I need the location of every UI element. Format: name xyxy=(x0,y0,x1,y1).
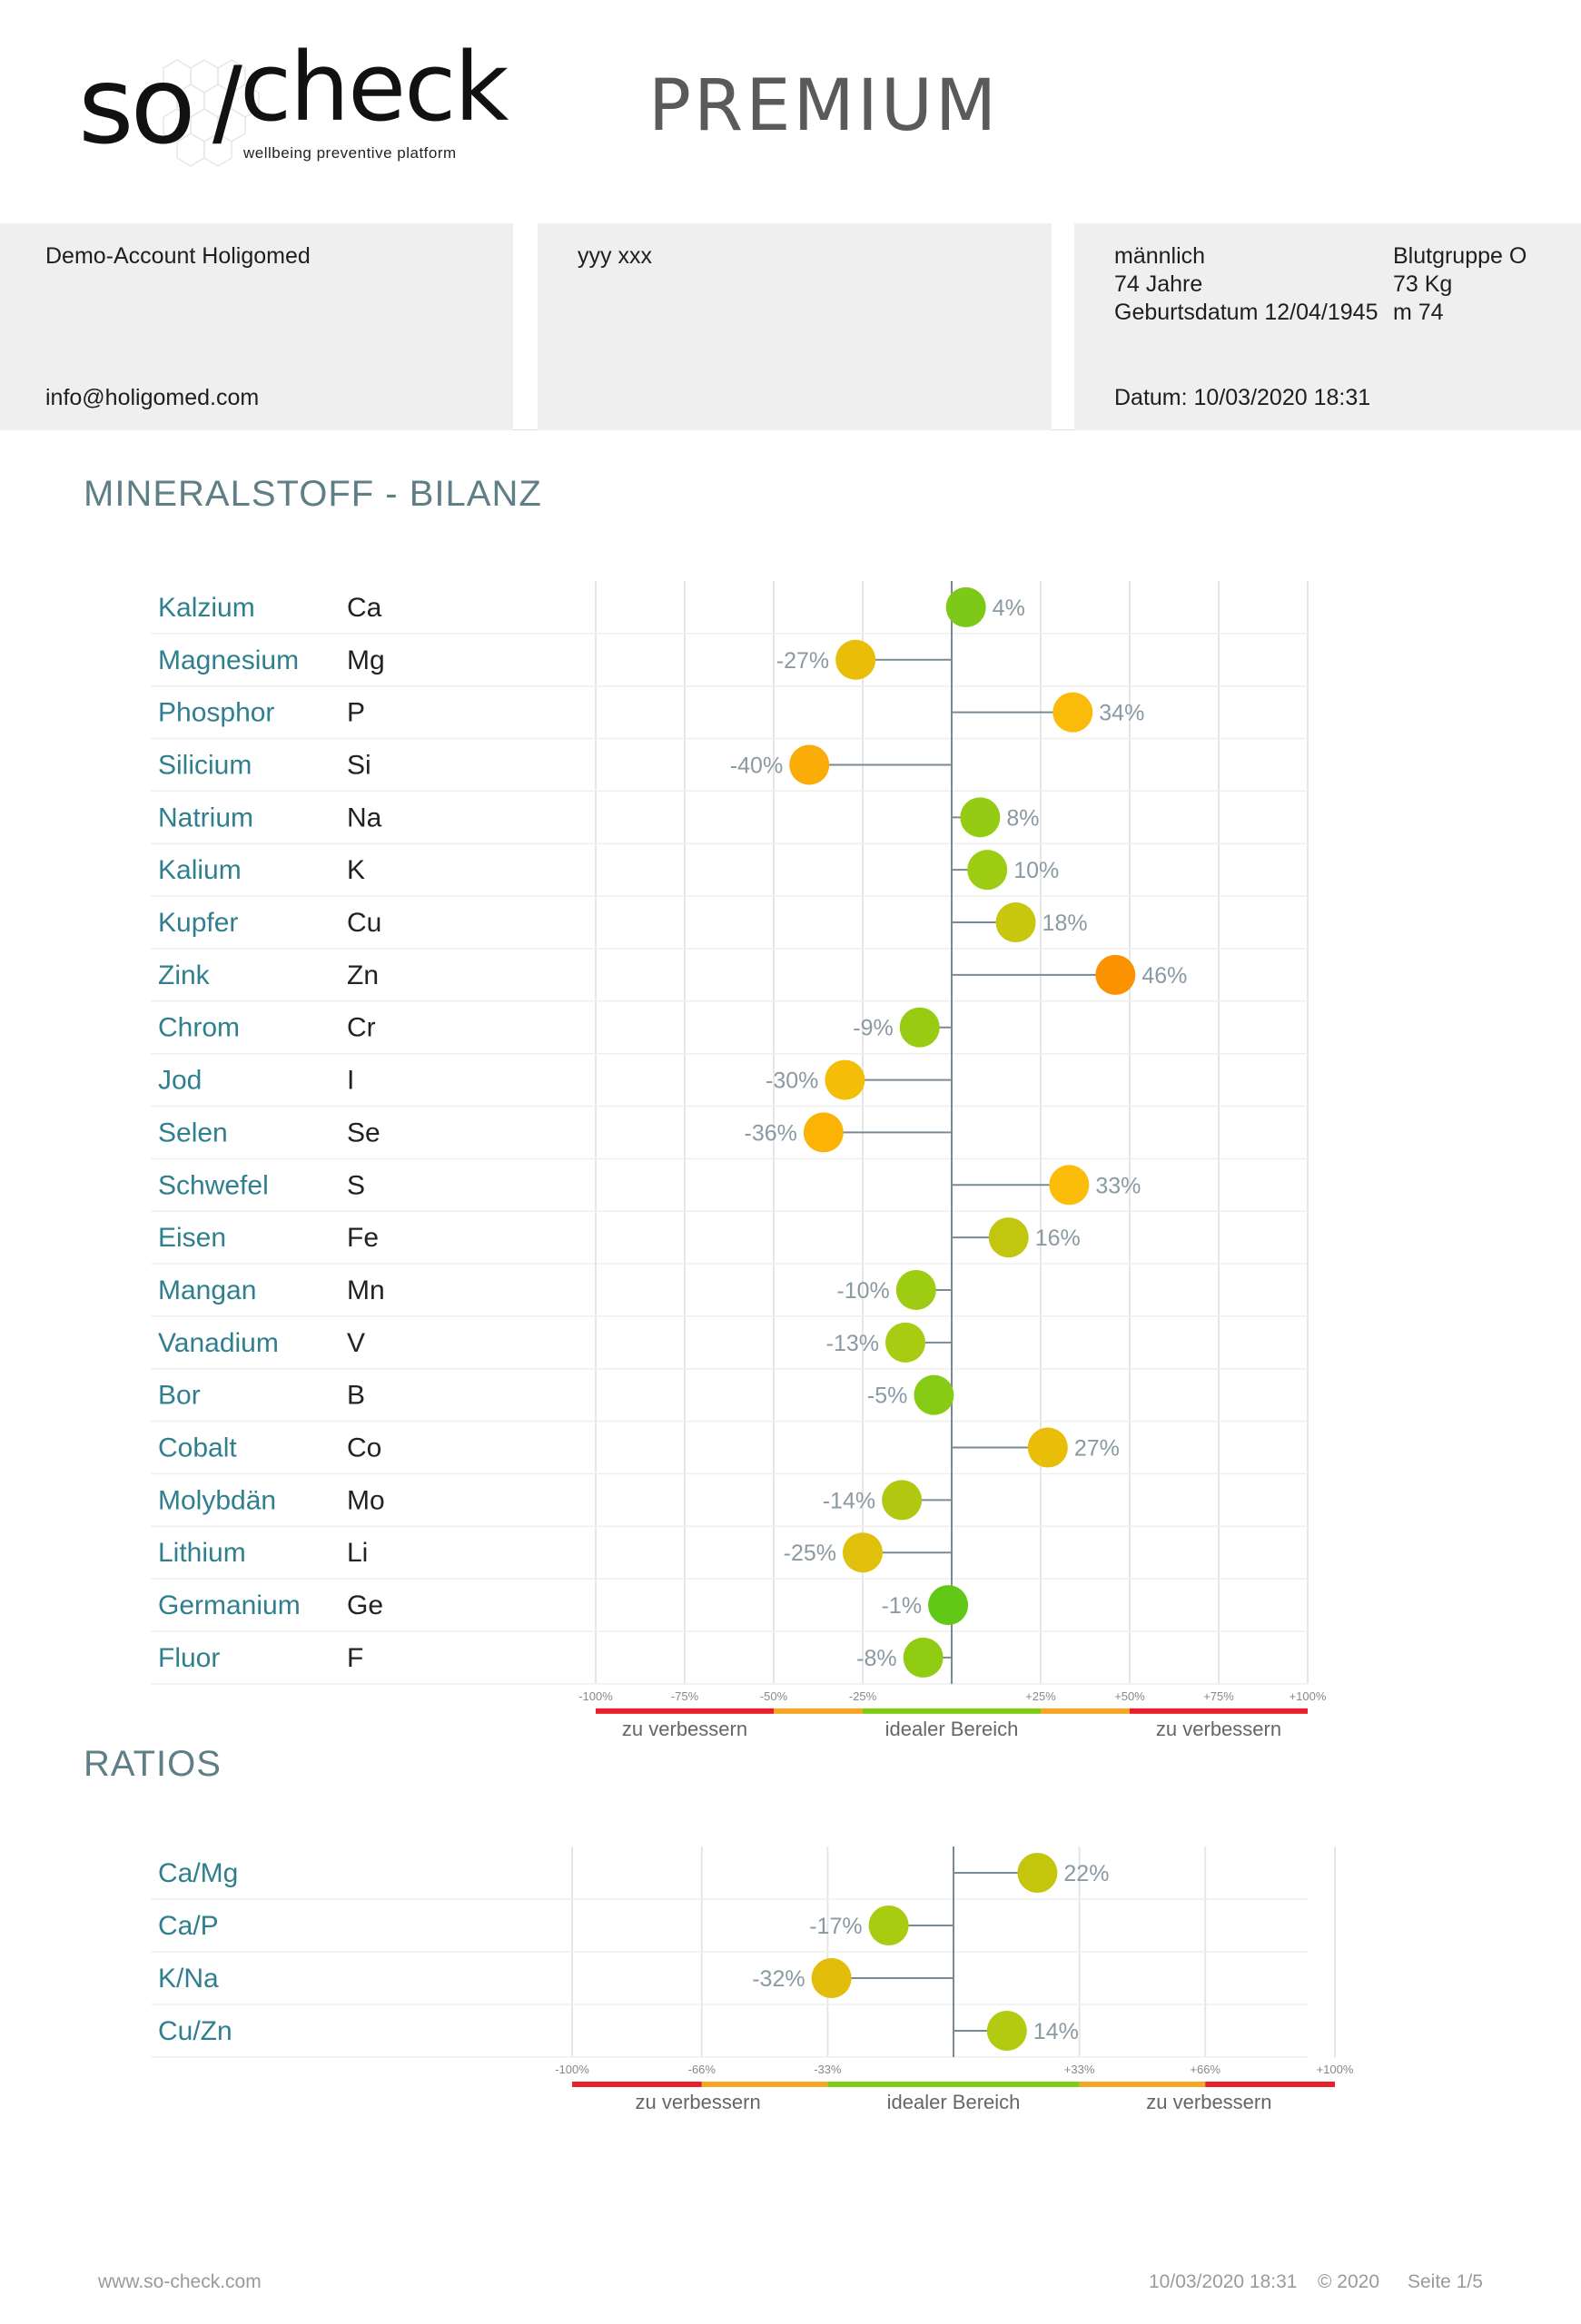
birthdate: Geburtsdatum 12/04/1945 xyxy=(1114,300,1378,325)
row-name: Zink xyxy=(158,960,210,990)
value-label: -10% xyxy=(836,1277,890,1304)
value-dot xyxy=(896,1270,936,1310)
account-name: Demo-Account Holigomed xyxy=(45,243,311,269)
zone-label: idealer Bereich xyxy=(886,2091,1021,2113)
footer-page: Seite 1/5 xyxy=(1408,2271,1483,2292)
row-symbol: Mo xyxy=(347,1485,385,1516)
value-label: 46% xyxy=(1141,962,1188,989)
value-label: -1% xyxy=(881,1593,923,1620)
row-symbol: Mg xyxy=(347,645,385,675)
row-symbol: Li xyxy=(347,1538,369,1569)
tick-label: -25% xyxy=(848,1689,877,1703)
range-bar-segment xyxy=(702,2082,828,2087)
value-label: 4% xyxy=(992,595,1025,621)
row-name: Kalzium xyxy=(158,592,255,623)
row-symbol: K xyxy=(347,855,366,886)
row-name: K/Na xyxy=(158,1964,219,1994)
patient-box xyxy=(538,223,1052,430)
value-label: -32% xyxy=(752,1966,805,1992)
logo-tagline: wellbeing preventive platform xyxy=(243,144,457,162)
range-bar-segment xyxy=(774,1709,863,1714)
value-dot xyxy=(914,1375,954,1415)
value-label: -30% xyxy=(766,1068,819,1094)
value-dot xyxy=(789,744,829,784)
row-symbol: Mn xyxy=(347,1275,385,1305)
tick-label: +66% xyxy=(1190,2063,1221,2076)
range-bar-segment xyxy=(1080,2082,1206,2087)
value-dot xyxy=(996,902,1036,942)
row-symbol: Na xyxy=(347,803,382,833)
value-dot xyxy=(1049,1165,1089,1205)
value-label: -40% xyxy=(729,753,784,779)
report-date: Datum: 10/03/2020 18:31 xyxy=(1114,385,1371,410)
value-dot xyxy=(843,1532,883,1572)
minerals-section-title: MINERALSTOFF - BILANZ xyxy=(84,474,542,514)
tick-label: -100% xyxy=(555,2063,589,2076)
value-label: -5% xyxy=(866,1383,908,1409)
footer-copyright: © 2020 xyxy=(1318,2271,1380,2292)
value-dot xyxy=(812,1958,852,1998)
row-name: Cu/Zn xyxy=(158,2016,232,2046)
footer-url[interactable]: www.so-check.com xyxy=(98,2271,262,2292)
row-symbol: Co xyxy=(347,1433,382,1463)
bloodgroup: Blutgruppe O xyxy=(1393,243,1527,269)
ratios-chart xyxy=(0,1825,1581,2113)
value-label: 14% xyxy=(1033,2019,1079,2044)
range-bar-segment xyxy=(1041,1709,1130,1714)
tick-label: -75% xyxy=(670,1689,699,1703)
patient-name: yyy xxx xyxy=(578,243,652,269)
value-dot xyxy=(825,1060,865,1100)
tick-label: -100% xyxy=(578,1689,613,1703)
age: 74 Jahre xyxy=(1114,271,1203,297)
footer-timestamp: 10/03/2020 18:31 xyxy=(1149,2271,1298,2292)
value-label: -25% xyxy=(783,1541,836,1567)
row-name: Ca/P xyxy=(158,1911,219,1941)
value-label: 33% xyxy=(1095,1173,1141,1199)
value-label: -14% xyxy=(822,1488,876,1514)
row-name: Phosphor xyxy=(158,697,275,728)
tick-label: -33% xyxy=(814,2063,842,2076)
value-label: 10% xyxy=(1013,858,1060,884)
patient-info-bar xyxy=(0,223,1581,430)
value-dot xyxy=(882,1480,922,1520)
value-dot xyxy=(946,587,986,627)
value-dot xyxy=(967,850,1007,890)
row-name: Vanadium xyxy=(158,1327,279,1358)
tick-label: +33% xyxy=(1063,2063,1095,2076)
row-name: Cobalt xyxy=(158,1433,237,1463)
row-name: Ca/Mg xyxy=(158,1858,239,1888)
person-box xyxy=(1074,223,1581,430)
value-dot xyxy=(1052,693,1092,733)
row-name: Kupfer xyxy=(158,908,239,939)
value-label: 27% xyxy=(1073,1435,1120,1462)
range-bar-segment xyxy=(863,1709,1041,1714)
value-dot xyxy=(835,640,875,680)
row-symbol: I xyxy=(347,1065,355,1096)
ratios-section-title: RATIOS xyxy=(84,1744,222,1784)
row-name: Jod xyxy=(158,1065,203,1096)
row-name: Magnesium xyxy=(158,645,300,675)
tick-label: +50% xyxy=(1114,1689,1145,1703)
value-label: 16% xyxy=(1034,1226,1081,1252)
minerals-chart xyxy=(0,545,1581,1740)
logo-so-text: so xyxy=(78,43,193,168)
row-name: Lithium xyxy=(158,1538,246,1569)
row-symbol: Ge xyxy=(347,1590,384,1621)
row-name: Natrium xyxy=(158,803,254,833)
row-name: Chrom xyxy=(158,1012,241,1043)
row-name: Mangan xyxy=(158,1275,257,1305)
zone-label: zu verbessern xyxy=(1155,1717,1282,1740)
zone-label: zu verbessern xyxy=(635,2091,761,2113)
value-dot xyxy=(1017,1853,1057,1893)
weight: 73 Kg xyxy=(1393,271,1453,297)
value-dot xyxy=(1095,955,1135,995)
value-label: -8% xyxy=(856,1645,897,1671)
value-dot xyxy=(869,1905,909,1945)
row-name: Eisen xyxy=(158,1223,227,1254)
tick-label: -50% xyxy=(759,1689,788,1703)
value-label: 34% xyxy=(1099,700,1145,726)
height: m 74 xyxy=(1393,300,1444,325)
value-dot xyxy=(989,1217,1029,1257)
row-symbol: Si xyxy=(347,750,371,781)
tick-label: +100% xyxy=(1316,2063,1354,2076)
logo-slash: / xyxy=(212,46,242,166)
range-bar-segment xyxy=(596,1709,774,1714)
value-label: 22% xyxy=(1063,1861,1110,1886)
value-label: 18% xyxy=(1042,911,1088,937)
row-symbol: V xyxy=(347,1327,366,1358)
premium-badge: PREMIUM xyxy=(648,65,1000,147)
row-name: Silicium xyxy=(158,750,252,781)
gender: männlich xyxy=(1114,243,1206,269)
value-label: -17% xyxy=(809,1914,863,1939)
value-label: -36% xyxy=(744,1120,797,1147)
value-label: 8% xyxy=(1006,805,1040,832)
row-name: Bor xyxy=(158,1380,201,1411)
row-symbol: Ca xyxy=(347,592,382,623)
row-name: Fluor xyxy=(158,1642,221,1673)
zone-label: zu verbessern xyxy=(621,1717,748,1740)
value-dot xyxy=(928,1585,968,1625)
value-label: -27% xyxy=(776,647,830,674)
row-symbol: F xyxy=(347,1642,364,1673)
so-check-logo xyxy=(78,32,508,177)
tick-label: +25% xyxy=(1025,1689,1056,1703)
row-symbol: Cr xyxy=(347,1012,376,1043)
row-symbol: Zn xyxy=(347,960,380,990)
row-name: Schwefel xyxy=(158,1170,269,1201)
account-box xyxy=(0,223,513,430)
value-dot xyxy=(987,2011,1027,2051)
range-bar-segment xyxy=(1205,2082,1335,2087)
tick-label: +75% xyxy=(1203,1689,1234,1703)
value-label: -9% xyxy=(853,1015,894,1041)
value-dot xyxy=(804,1112,844,1152)
value-dot xyxy=(1028,1428,1068,1468)
row-symbol: Fe xyxy=(347,1223,380,1254)
range-bar-segment xyxy=(572,2082,702,2087)
range-bar-segment xyxy=(1130,1709,1308,1714)
tick-label: +100% xyxy=(1289,1689,1327,1703)
range-bar-segment xyxy=(827,2082,1079,2087)
row-name: Molybdän xyxy=(158,1485,277,1516)
value-dot xyxy=(960,797,1000,837)
tick-label: -66% xyxy=(687,2063,716,2076)
row-name: Selen xyxy=(158,1118,228,1148)
row-symbol: Se xyxy=(347,1118,380,1148)
row-name: Germanium xyxy=(158,1590,301,1621)
row-symbol: P xyxy=(347,697,366,728)
value-label: -13% xyxy=(825,1330,880,1356)
row-name: Kalium xyxy=(158,855,242,886)
value-dot xyxy=(904,1638,944,1678)
row-symbol: Cu xyxy=(347,908,382,939)
value-dot xyxy=(885,1323,925,1363)
row-symbol: S xyxy=(347,1170,366,1201)
row-symbol: B xyxy=(347,1380,366,1411)
zone-label: idealer Bereich xyxy=(884,1717,1019,1740)
zone-label: zu verbessern xyxy=(1146,2091,1272,2113)
value-dot xyxy=(900,1008,940,1048)
account-email: info@holigomed.com xyxy=(45,385,260,410)
logo-check-text: check xyxy=(240,32,508,143)
